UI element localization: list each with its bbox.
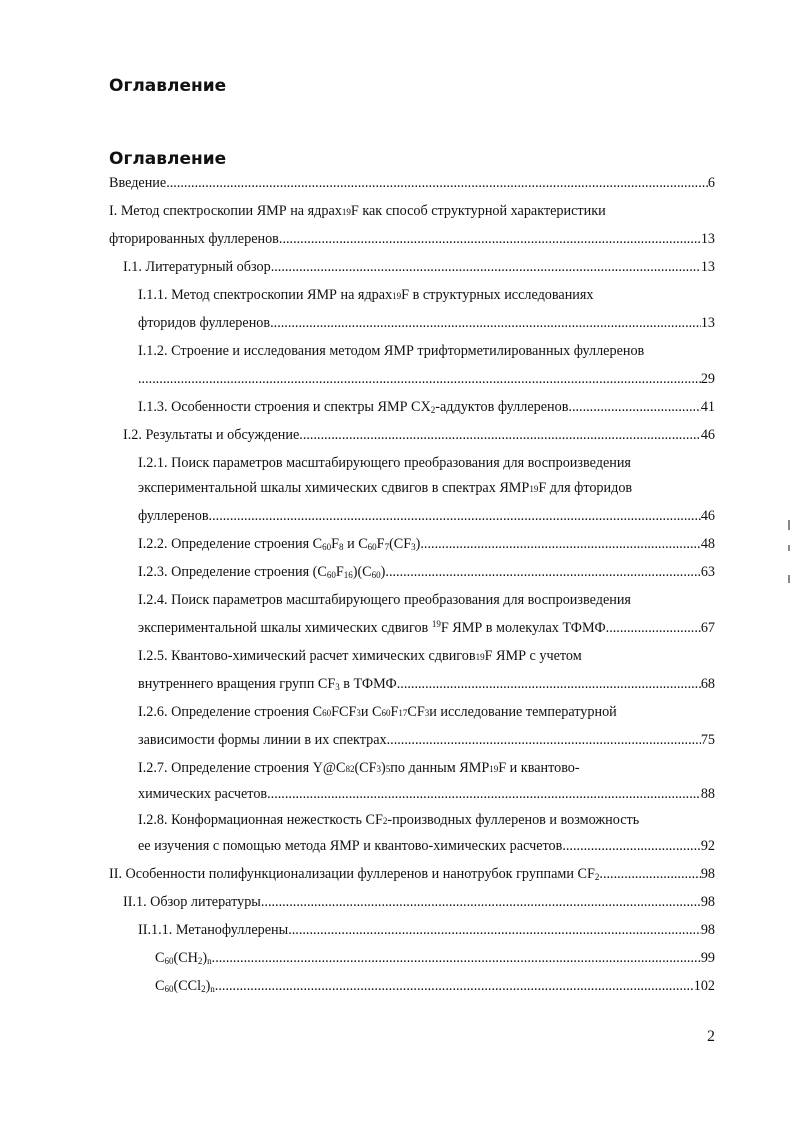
leader-dots: [209, 506, 701, 526]
toc-entry-2-1[interactable]: II.1. Обзор литературы ..... 98: [123, 892, 715, 912]
leader-dots: [279, 229, 701, 249]
toc-entry-section-1-cont[interactable]: фторированных фуллеренов ..... 13: [109, 229, 715, 249]
leader-dots: [215, 976, 694, 996]
toc-entry-1-2-2[interactable]: I.2.2. Определение строения $C_{60}F_8$ и $C_{60}F_7(CF_3)$ ..... 48: [138, 534, 715, 554]
page-title: Оглавление: [109, 76, 227, 96]
toc-heading: Оглавление: [109, 149, 227, 169]
toc-entry-intro[interactable]: Введение ..... 6: [109, 173, 715, 193]
toc-entry-1-2-5[interactable]: I.2.5. Квантово-химический расчет химических сдвигов 19 F ЯМР с учетом: [138, 648, 582, 664]
leader-dots: [397, 674, 701, 694]
leader-dots: [420, 534, 700, 554]
scan-artifact: [788, 575, 790, 583]
toc-entry-1-1-1-cont[interactable]: фторидов фуллеренов ..... 13: [138, 313, 715, 333]
toc-entry-1-2-4-cont[interactable]: экспериментальной шкалы химических сдвигов $^{19}$F ЯМР в молекулах ТФМФ ..... 67: [138, 618, 715, 638]
leader-dots: [261, 892, 701, 912]
toc-entry-1-2-7-cont[interactable]: химических расчетов ..... 88: [138, 784, 715, 804]
leader-dots: [606, 618, 701, 638]
toc-entry-1-2-6[interactable]: I.2.6. Определение строения C 60 FCF 3 и C 60 F 17 CF 3 и исследование температурной: [138, 704, 617, 720]
toc-entry-1-1[interactable]: I.1. Литературный обзор ..... 13: [123, 257, 715, 277]
leader-dots: [299, 425, 701, 445]
toc-entry-1-1-1[interactable]: I.1.1. Метод спектроскопии ЯМР на ядрах 19 F в структурных исследованиях: [138, 287, 594, 303]
toc-entry-section-1[interactable]: I. Метод спектроскопии ЯМР на ядрах 19 F как способ структурной характеристики: [109, 203, 606, 219]
leader-dots: [138, 369, 701, 389]
toc-entry-1-2-7[interactable]: I.2.7. Определение строения Y@C 82 (CF 3 ) 5 по данным ЯМР 19 F и квантово-: [138, 760, 580, 776]
toc-entry-1-2-6-cont[interactable]: зависимости формы линии в их спектрах ..... 75: [138, 730, 715, 750]
toc-entry-section-2[interactable]: II. Особенности полифункционализации фуллеренов и нанотрубок группами $CF_2$ ..... 98: [109, 864, 715, 884]
toc-entry-1-2-1[interactable]: I.2.1. Поиск параметров масштабирующего преобразования для воспроизведения: [138, 455, 631, 471]
toc-entry-c60-ccl2[interactable]: $C_{60}(CCl_2)_n$ ..... 102: [155, 976, 715, 996]
toc-entry-1-1-2-cont[interactable]: ..... 29: [138, 369, 715, 389]
leader-dots: [387, 730, 701, 750]
toc-entry-c60-ch2[interactable]: $C_{60}(CH_2)_n$ ..... 99: [155, 948, 715, 968]
toc-entry-2-1-1[interactable]: II.1.1. Метанофуллерены ..... 98: [138, 920, 715, 940]
leader-dots: [212, 948, 701, 968]
toc-entry-1-2-8-cont[interactable]: ее изучения с помощью метода ЯМР и квантово-химических расчетов ..... 92: [138, 836, 715, 856]
leader-dots: [288, 920, 701, 940]
toc-entry-1-2-8[interactable]: I.2.8. Конформационная нежесткость CF 2 -производных фуллеренов и возможность: [138, 812, 640, 828]
toc-entry-1-1-3[interactable]: I.1.3. Особенности строения и спектры ЯМР $CX_2$-аддуктов фуллеренов ..... 41: [138, 397, 715, 417]
leader-dots: [166, 173, 708, 193]
page-number: 2: [707, 1028, 715, 1045]
leader-dots: [270, 313, 701, 333]
leader-dots: [385, 562, 700, 582]
toc-entry-1-2[interactable]: I.2. Результаты и обсуждение ..... 46: [123, 425, 715, 445]
scan-artifact: [788, 545, 790, 551]
leader-dots: [267, 784, 701, 804]
toc-entry-1-2-1-cont[interactable]: экспериментальной шкалы химических сдвигов в спектрах ЯМР 19 F для фторидов: [138, 480, 633, 496]
toc-entry-1-1-2[interactable]: I.1.2. Строение и исследования методом ЯМР трифторметилированных фуллеренов: [138, 343, 645, 359]
leader-dots: [271, 257, 701, 277]
toc-entry-1-2-1-cont2[interactable]: фуллеренов ..... 46: [138, 506, 715, 526]
leader-dots: [562, 836, 700, 856]
toc-entry-1-2-5-cont[interactable]: внутреннего вращения групп $CF_3$ в ТФМФ ..... 68: [138, 674, 715, 694]
toc-entry-1-2-3[interactable]: I.2.3. Определение строения $(C_{60}F_{16})(C_{60})$ ..... 63: [138, 562, 715, 582]
scan-artifact: [788, 520, 790, 530]
toc-entry-1-2-4[interactable]: I.2.4. Поиск параметров масштабирующего преобразования для воспроизведения: [138, 592, 631, 608]
leader-dots: [568, 397, 700, 417]
leader-dots: [599, 864, 700, 884]
